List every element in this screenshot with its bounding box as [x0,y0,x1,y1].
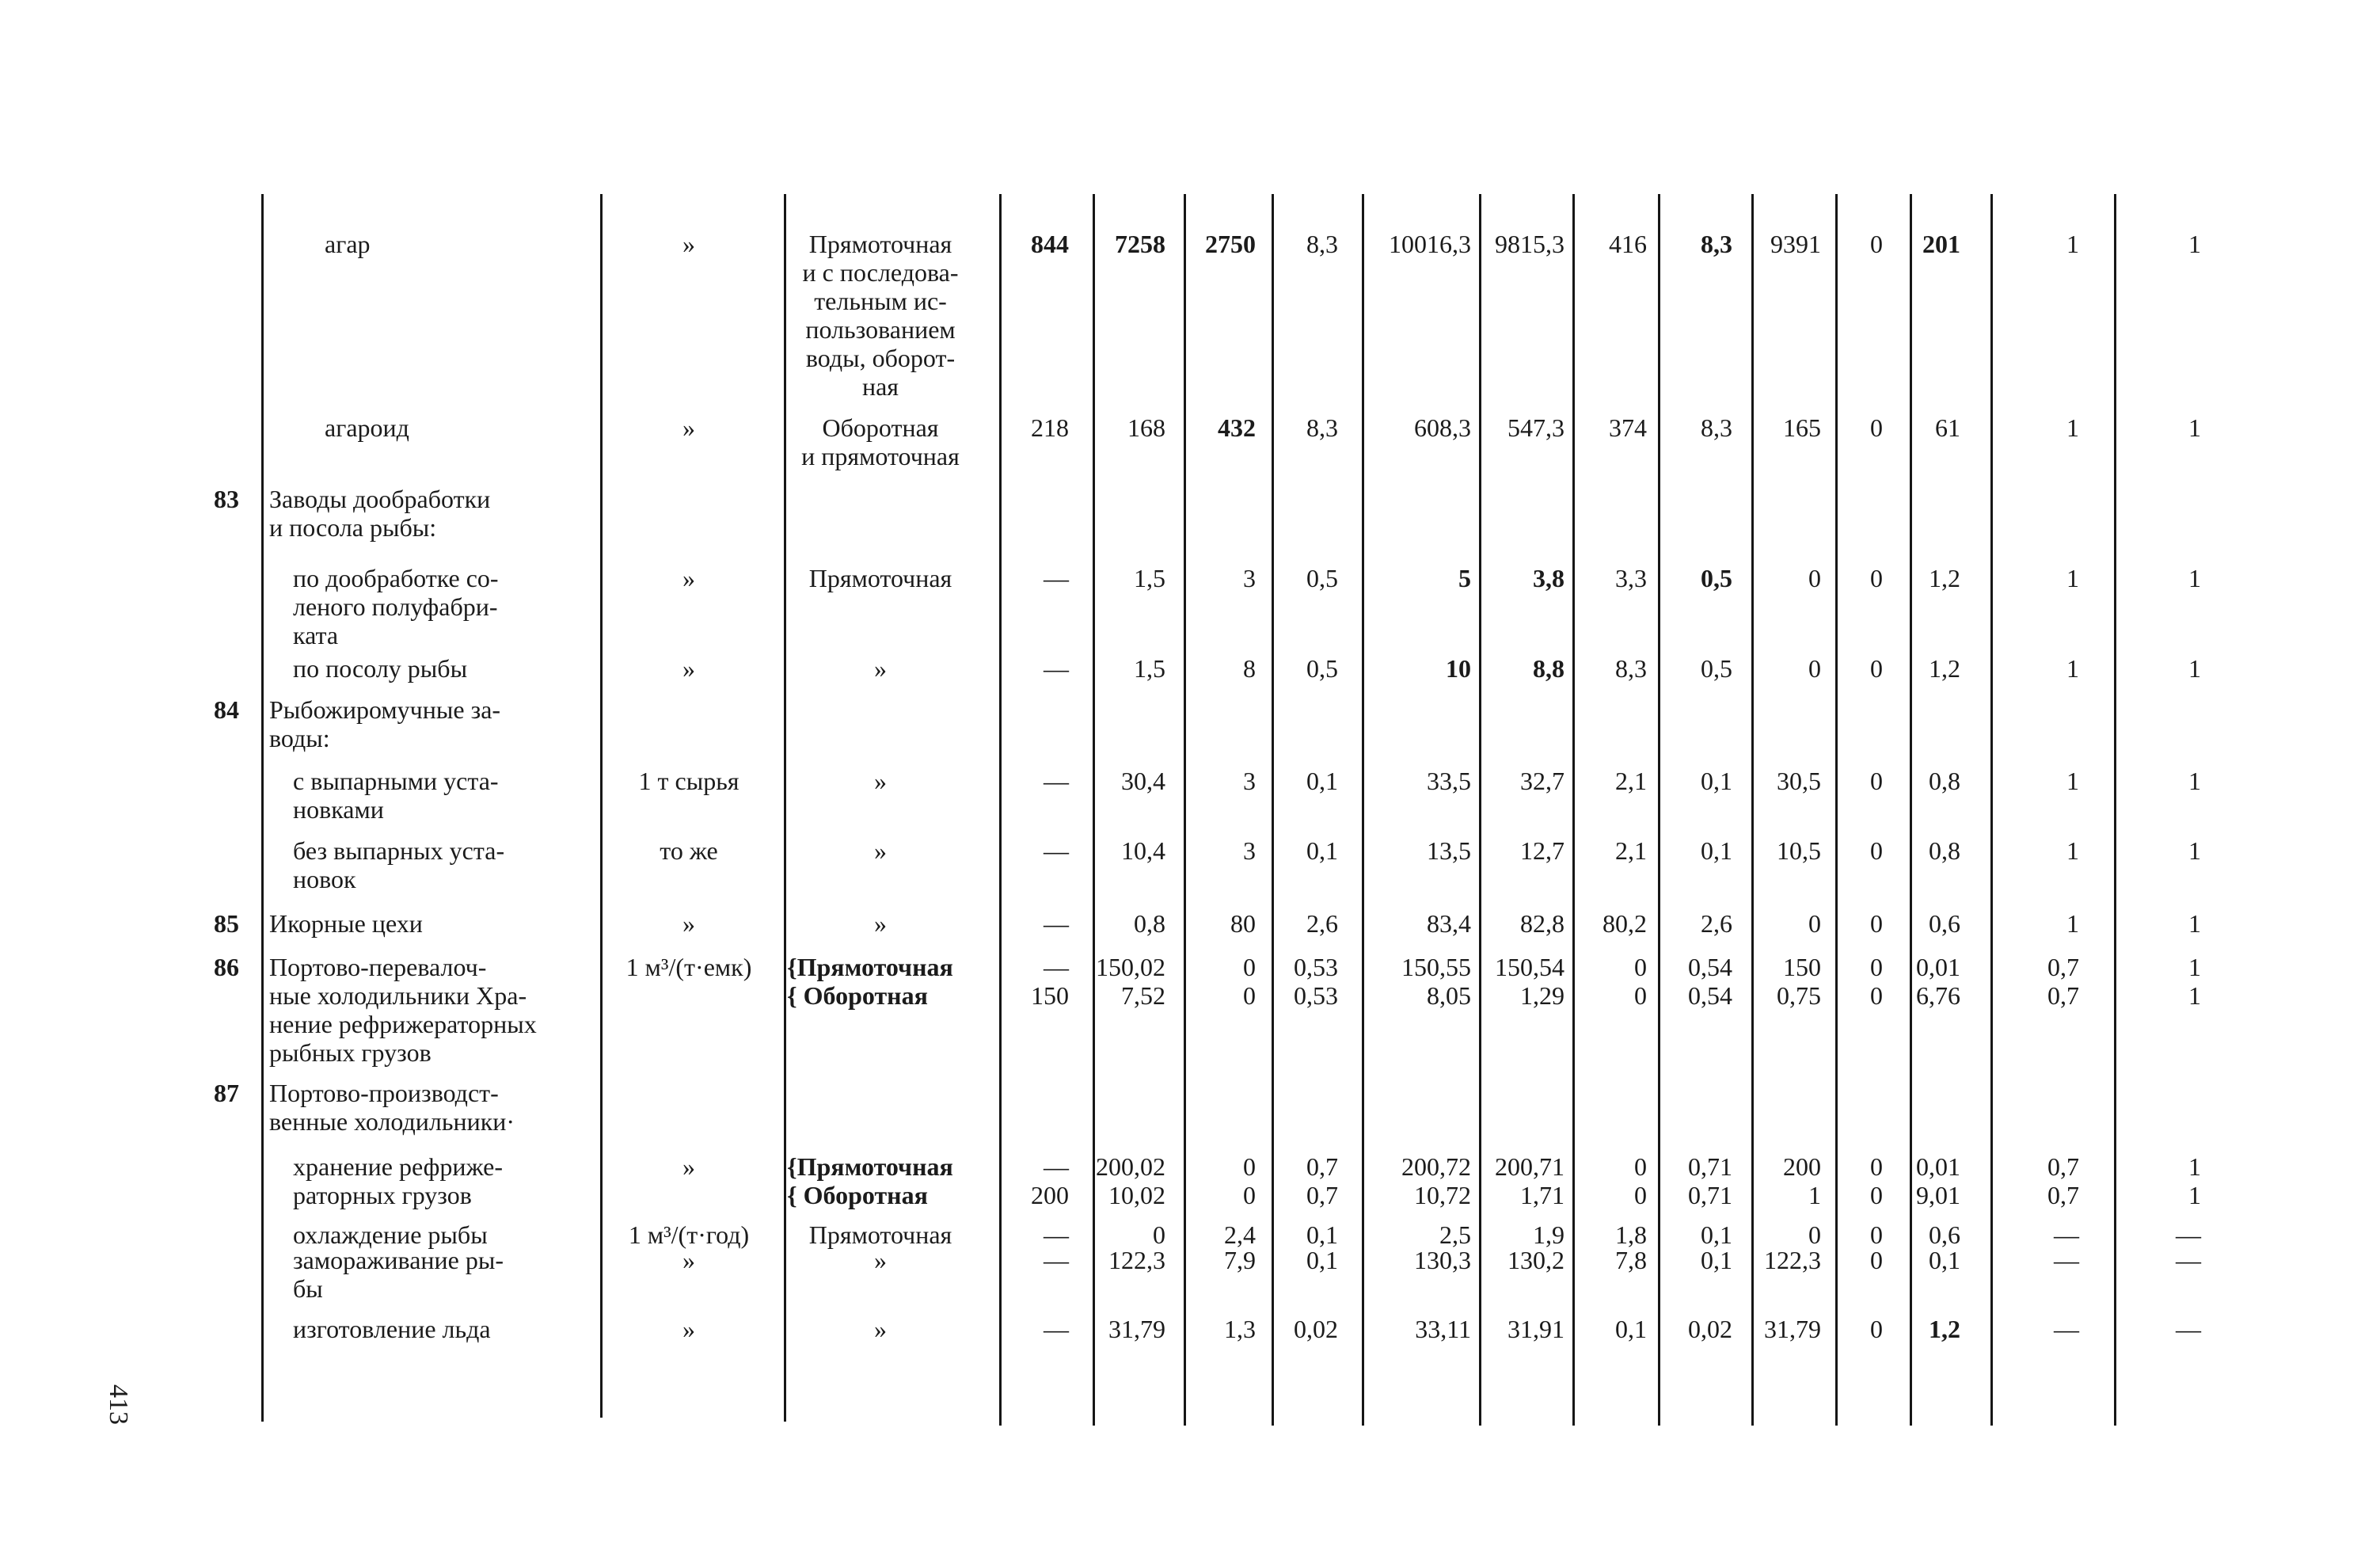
value-cell: 0 [1870,564,1883,592]
value-cell: 0 [1870,1315,1883,1343]
value-cell: 7,52 [1121,981,1165,1010]
value-cell: 0,71 [1688,1152,1732,1181]
value-cell: 31,91 [1507,1315,1564,1343]
value-cell: 9815,3 [1495,230,1564,258]
value-cell: 0 [1870,1220,1883,1249]
column-rule [1479,194,1481,1426]
value-cell: 1 [2188,1152,2201,1181]
unit-cell: то же [660,836,718,865]
value-cell: 0,01 [1916,953,1960,981]
value-cell: — [1044,654,1069,683]
value-cell: 1,2 [1929,564,1960,592]
unit-cell: » [682,654,695,683]
value-cell: 547,3 [1507,413,1564,442]
value-cell: — [1044,564,1069,592]
water-scheme-line: воды, оборот- [805,344,956,372]
value-cell: 1,8 [1615,1220,1647,1249]
value-cell: 1,71 [1520,1181,1564,1209]
value-cell: 0 [1634,953,1647,981]
value-cell: — [1044,1315,1069,1343]
row-number: 85 [214,909,239,938]
water-scheme-line: {Прямоточная [787,953,953,981]
row-name-line: замораживание ры- [293,1246,504,1274]
row-name-line: и посола рыбы: [269,513,437,542]
column-rule [1572,194,1575,1426]
value-cell: 0 [1808,1220,1821,1249]
value-cell: 8 [1243,654,1256,683]
row-name-line: венные холодильники· [269,1107,515,1136]
value-cell: 0,53 [1294,953,1338,981]
value-cell: 7,8 [1615,1246,1647,1274]
value-cell: 0,1 [1701,1246,1732,1274]
row-name-line: Рыбожиромучные за- [269,695,501,724]
value-cell: 12,7 [1520,836,1564,865]
water-scheme-line: Прямоточная [808,1220,952,1249]
value-cell: 0,75 [1777,981,1821,1010]
value-cell: 8,8 [1533,654,1564,683]
water-scheme-line: { Оборотная [787,1181,928,1209]
unit-cell: 1 м³/(т·год) [628,1220,750,1249]
value-cell: 0,1 [1615,1315,1647,1343]
value-cell: 5 [1458,564,1471,592]
value-cell: 0,5 [1701,654,1732,683]
value-cell: 0 [1634,1181,1647,1209]
row-name-line: агароид [325,413,409,442]
row-number: 83 [214,485,239,513]
row-name-line: Икорные цехи [269,909,423,938]
value-cell: 0,02 [1688,1315,1732,1343]
value-cell: 0 [1870,981,1883,1010]
value-cell: 1 [2188,230,2201,258]
row-name-line: бы [293,1274,323,1303]
value-cell: 0,7 [1306,1152,1338,1181]
value-cell: 8,3 [1306,230,1338,258]
value-cell: 1,5 [1134,564,1165,592]
page-number: 413 [104,1384,133,1425]
value-cell: 0,7 [2047,953,2079,981]
value-cell: 0,02 [1294,1315,1338,1343]
value-cell: 0,1 [1701,836,1732,865]
value-cell: 168 [1127,413,1165,442]
value-cell: 1 [2188,767,2201,795]
row-name-line: без выпарных уста- [293,836,505,865]
value-cell: 0,1 [1306,1220,1338,1249]
value-cell: 3 [1243,564,1256,592]
row-name-line: по посолу рыбы [293,654,468,683]
row-number: 86 [214,953,239,981]
unit-cell: » [682,1315,695,1343]
value-cell: 8,3 [1701,230,1732,258]
value-cell: 0 [1870,836,1883,865]
value-cell: 200 [1783,1152,1821,1181]
value-cell: 150,55 [1401,953,1471,981]
water-scheme-line: тельным ис- [814,287,947,315]
value-cell: 0,5 [1306,654,1338,683]
value-cell: 0 [1243,1181,1256,1209]
unit-cell: 1 м³/(т·емк) [625,953,752,981]
value-cell: — [1044,836,1069,865]
row-name-line: Портово-производст- [269,1079,499,1107]
value-cell: 0,1 [1701,1220,1732,1249]
value-cell: 0,1 [1306,836,1338,865]
value-cell: 10 [1446,654,1471,683]
value-cell: 0,8 [1134,909,1165,938]
value-cell: 1 [2066,230,2079,258]
water-scheme-line: пользованием [805,315,956,344]
row-name-line: Портово-перевалоч- [269,953,487,981]
value-cell: 0,8 [1929,836,1960,865]
value-cell: 1,29 [1520,981,1564,1010]
row-name-line: по дообработке со- [293,564,499,592]
value-cell: 0,7 [1306,1181,1338,1209]
column-rule [1835,194,1838,1426]
value-cell: — [2176,1220,2201,1249]
value-cell: 10016,3 [1389,230,1471,258]
row-name-line: Заводы дообработки [269,485,491,513]
value-cell: — [2054,1220,2079,1249]
value-cell: 0 [1870,767,1883,795]
value-cell: 80,2 [1603,909,1647,938]
value-cell: 8,05 [1427,981,1471,1010]
value-cell: 122,3 [1764,1246,1821,1274]
value-cell: 1 [2188,654,2201,683]
value-cell: 130,2 [1507,1246,1564,1274]
value-cell: 1 [2188,909,2201,938]
unit-cell: 1 т сырья [638,767,739,795]
value-cell: 0,5 [1701,564,1732,592]
value-cell: 844 [1031,230,1069,258]
value-cell: 0 [1243,953,1256,981]
value-cell: 33,11 [1415,1315,1471,1343]
value-cell: 0,6 [1929,1220,1960,1249]
unit-cell: » [682,413,695,442]
value-cell: 201 [1922,230,1960,258]
value-cell: 1,9 [1533,1220,1564,1249]
value-cell: — [2054,1246,2079,1274]
water-scheme-line: Оборотная [822,413,939,442]
value-cell: 33,5 [1427,767,1471,795]
water-scheme-line: » [874,767,887,795]
value-cell: — [1044,909,1069,938]
water-scheme-line: » [874,1315,887,1343]
row-name-line: с выпарными уста- [293,767,499,795]
value-cell: 122,3 [1108,1246,1165,1274]
value-cell: 2,6 [1306,909,1338,938]
value-cell: — [1044,767,1069,795]
value-cell: 1,2 [1929,654,1960,683]
value-cell: 2,5 [1439,1220,1471,1249]
unit-cell: » [682,564,695,592]
value-cell: 0,7 [2047,1181,2079,1209]
value-cell: 10,4 [1121,836,1165,865]
water-scheme-line: и с последова- [802,258,959,287]
value-cell: 9,01 [1916,1181,1960,1209]
value-cell: — [2176,1246,2201,1274]
value-cell: 150 [1783,953,1821,981]
water-scheme-line: {Прямоточная [787,1152,953,1181]
value-cell: 31,79 [1108,1315,1165,1343]
value-cell: 1 [1808,1181,1821,1209]
value-cell: — [1044,1152,1069,1181]
value-cell: 1 [2066,767,2079,795]
value-cell: — [2176,1315,2201,1343]
unit-cell: » [682,1246,695,1274]
water-scheme-line: » [874,909,887,938]
row-number: 87 [214,1079,239,1107]
value-cell: 30,5 [1777,767,1821,795]
water-scheme-line: Прямоточная [808,564,952,592]
value-cell: 150,02 [1096,953,1165,981]
value-cell: 8,3 [1306,413,1338,442]
value-cell: 0,53 [1294,981,1338,1010]
value-cell: 10,72 [1414,1181,1471,1209]
column-rule [1272,194,1274,1426]
value-cell: 1 [2188,413,2201,442]
value-cell: 0,54 [1688,981,1732,1010]
value-cell: 165 [1783,413,1821,442]
value-cell: 13,5 [1427,836,1471,865]
row-name-line: новками [293,795,384,824]
row-name-line: изготовление льда [293,1315,491,1343]
value-cell: 10,02 [1108,1181,1165,1209]
value-cell: 416 [1609,230,1647,258]
row-name-line: раторных грузов [293,1181,472,1209]
value-cell: 0 [1870,1152,1883,1181]
value-cell: 200,71 [1495,1152,1564,1181]
value-cell: 0,8 [1929,767,1960,795]
value-cell: 608,3 [1414,413,1471,442]
row-name-line: леного полуфабри- [293,592,498,621]
value-cell: 10,5 [1777,836,1821,865]
value-cell: 32,7 [1520,767,1564,795]
value-cell: 0 [1870,953,1883,981]
value-cell: 0 [1634,981,1647,1010]
value-cell: 0 [1870,1181,1883,1209]
value-cell: 1 [2066,836,2079,865]
value-cell: 0,1 [1306,1246,1338,1274]
column-rule [1990,194,1993,1426]
value-cell: 2,6 [1701,909,1732,938]
column-rule [1362,194,1364,1426]
value-cell: 83,4 [1427,909,1471,938]
water-scheme-line: Прямоточная [808,230,952,258]
value-cell: 0 [1870,654,1883,683]
value-cell: 9391 [1770,230,1821,258]
value-cell: 130,3 [1414,1246,1471,1274]
value-cell: 218 [1031,413,1069,442]
value-cell: 1 [2188,981,2201,1010]
value-cell: 0,01 [1916,1152,1960,1181]
value-cell: — [2054,1315,2079,1343]
water-scheme-line: » [874,836,887,865]
column-rule [1751,194,1754,1426]
water-scheme-line: » [874,654,887,683]
unit-cell: » [682,1152,695,1181]
value-cell: 0 [1808,909,1821,938]
unit-cell: » [682,909,695,938]
value-cell: 0,7 [2047,981,2079,1010]
value-cell: 1,2 [1929,1315,1960,1343]
value-cell: 3 [1243,767,1256,795]
column-rule [1658,194,1660,1426]
column-rule [999,194,1002,1426]
value-cell: 1 [2188,564,2201,592]
value-cell: 0,1 [1306,767,1338,795]
value-cell: 61 [1935,413,1960,442]
value-cell: 8,3 [1701,413,1732,442]
value-cell: 31,79 [1764,1315,1821,1343]
value-cell: — [1044,953,1069,981]
value-cell: 150 [1031,981,1069,1010]
value-cell: 0 [1808,654,1821,683]
value-cell: 432 [1218,413,1256,442]
row-name-line: нение рефрижераторных [269,1010,537,1038]
value-cell: 8,3 [1615,654,1647,683]
value-cell: 1 [2066,564,2079,592]
value-cell: 1 [2188,1181,2201,1209]
value-cell: 30,4 [1121,767,1165,795]
value-cell: 2750 [1205,230,1256,258]
value-cell: 0 [1243,1152,1256,1181]
value-cell: 0,6 [1929,909,1960,938]
value-cell: 0,71 [1688,1181,1732,1209]
value-cell: 200 [1031,1181,1069,1209]
column-rule [1093,194,1095,1426]
value-cell: — [1044,1220,1069,1249]
value-cell: 1 [2066,909,2079,938]
value-cell: 0,54 [1688,953,1732,981]
value-cell: 80 [1230,909,1256,938]
row-name-line: воды: [269,724,330,752]
value-cell: 200,02 [1096,1152,1165,1181]
row-number: 84 [214,695,239,724]
value-cell: 1,5 [1134,654,1165,683]
value-cell: 0 [1870,909,1883,938]
value-cell: 0,7 [2047,1152,2079,1181]
value-cell: 0 [1870,1246,1883,1274]
value-cell: 0 [1634,1152,1647,1181]
column-rule [261,194,264,1422]
value-cell: 1 [2188,953,2201,981]
value-cell: 374 [1609,413,1647,442]
value-cell: 2,4 [1224,1220,1256,1249]
value-cell: 0 [1808,564,1821,592]
value-cell: 0 [1153,1220,1165,1249]
value-cell: 1 [2066,654,2079,683]
value-cell: 1 [2066,413,2079,442]
value-cell: 2,1 [1615,767,1647,795]
row-name-line: ные холодильники Хра- [269,981,527,1010]
value-cell: 0,1 [1701,767,1732,795]
value-cell: 1,3 [1224,1315,1256,1343]
value-cell: 82,8 [1520,909,1564,938]
value-cell: 0 [1870,413,1883,442]
row-name-line: хранение рефриже- [293,1152,503,1181]
row-name-line: охлаждение рыбы [293,1220,488,1249]
row-name-line: рыбных грузов [269,1038,432,1067]
row-name-line: агар [325,230,371,258]
value-cell: 7,9 [1224,1246,1256,1274]
row-name-line: новок [293,865,356,893]
water-scheme-line: » [874,1246,887,1274]
row-name-line: ката [293,621,339,649]
value-cell: 2,1 [1615,836,1647,865]
value-cell: 150,54 [1495,953,1564,981]
value-cell: 1 [2188,836,2201,865]
unit-cell: » [682,230,695,258]
value-cell: 0,5 [1306,564,1338,592]
value-cell: 3,8 [1533,564,1564,592]
value-cell: — [1044,1246,1069,1274]
value-cell: 200,72 [1401,1152,1471,1181]
column-rule [1910,194,1912,1426]
column-rule [2114,194,2116,1426]
water-scheme-line: ная [861,372,899,401]
value-cell: 3,3 [1615,564,1647,592]
value-cell: 0,1 [1929,1246,1960,1274]
value-cell: 0 [1243,981,1256,1010]
water-scheme-line: и прямоточная [801,442,960,470]
value-cell: 6,76 [1916,981,1960,1010]
value-cell: 7258 [1115,230,1165,258]
column-rule [1184,194,1186,1426]
value-cell: 3 [1243,836,1256,865]
value-cell: 0 [1870,230,1883,258]
water-scheme-line: { Оборотная [787,981,928,1010]
